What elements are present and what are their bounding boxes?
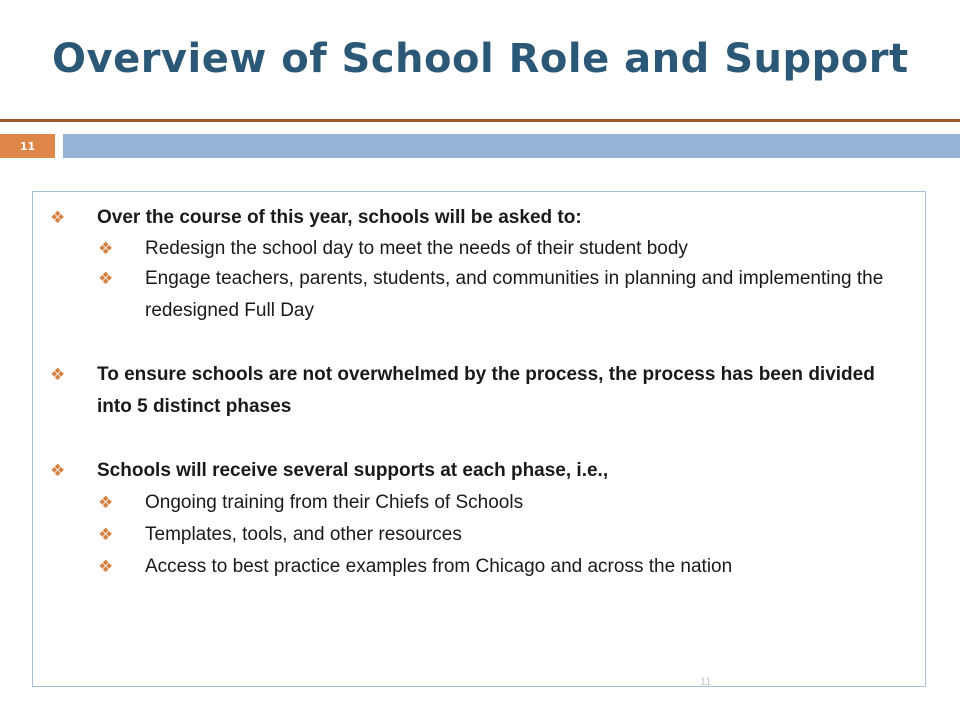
bullet-item (50, 359, 897, 423)
content-box (32, 191, 926, 687)
sub-bullet-text: Templates, tools, and other resources (145, 524, 462, 545)
diamond-bullet-icon: ❖ (98, 493, 114, 512)
sub-bullet-item (98, 487, 905, 519)
diamond-bullet-icon: ❖ (50, 365, 66, 384)
header-bar (63, 134, 960, 158)
sub-bullet-text: Engage teachers, parents, students, and communities in planning and implementing the redesigned Full Day (145, 268, 884, 321)
sub-bullet-item (98, 263, 905, 327)
slide-title: Overview of School Role and Support (52, 36, 909, 82)
bullet-item (50, 455, 897, 487)
title-divider (0, 119, 960, 122)
sub-bullet-text: Redesign the school day to meet the needs of their student body (145, 238, 688, 259)
diamond-bullet-icon: ❖ (98, 525, 114, 544)
slide-number-badge: 11 (0, 134, 55, 158)
diamond-bullet-icon: ❖ (98, 269, 114, 288)
diamond-bullet-icon: ❖ (50, 461, 66, 480)
sub-bullet-item (98, 551, 905, 583)
sub-bullet-item (98, 233, 905, 265)
diamond-bullet-icon: ❖ (98, 557, 114, 576)
diamond-bullet-icon: ❖ (98, 239, 114, 258)
bullet-item (50, 202, 897, 234)
sub-bullet-item (98, 519, 905, 551)
sub-bullet-text: Ongoing training from their Chiefs of Schools (145, 492, 524, 513)
bullet-text: Schools will receive several supports at each phase, i.e., (97, 460, 609, 481)
bullet-text: To ensure schools are not overwhelmed by the process, the process has been divided into 5 distinct phases (97, 364, 875, 417)
sub-bullet-text: Access to best practice examples from Chicago and across the nation (145, 556, 733, 577)
footer-page-number: 11 (700, 676, 712, 688)
diamond-bullet-icon: ❖ (50, 208, 66, 227)
bullet-text: Over the course of this year, schools will be asked to: (97, 207, 582, 228)
